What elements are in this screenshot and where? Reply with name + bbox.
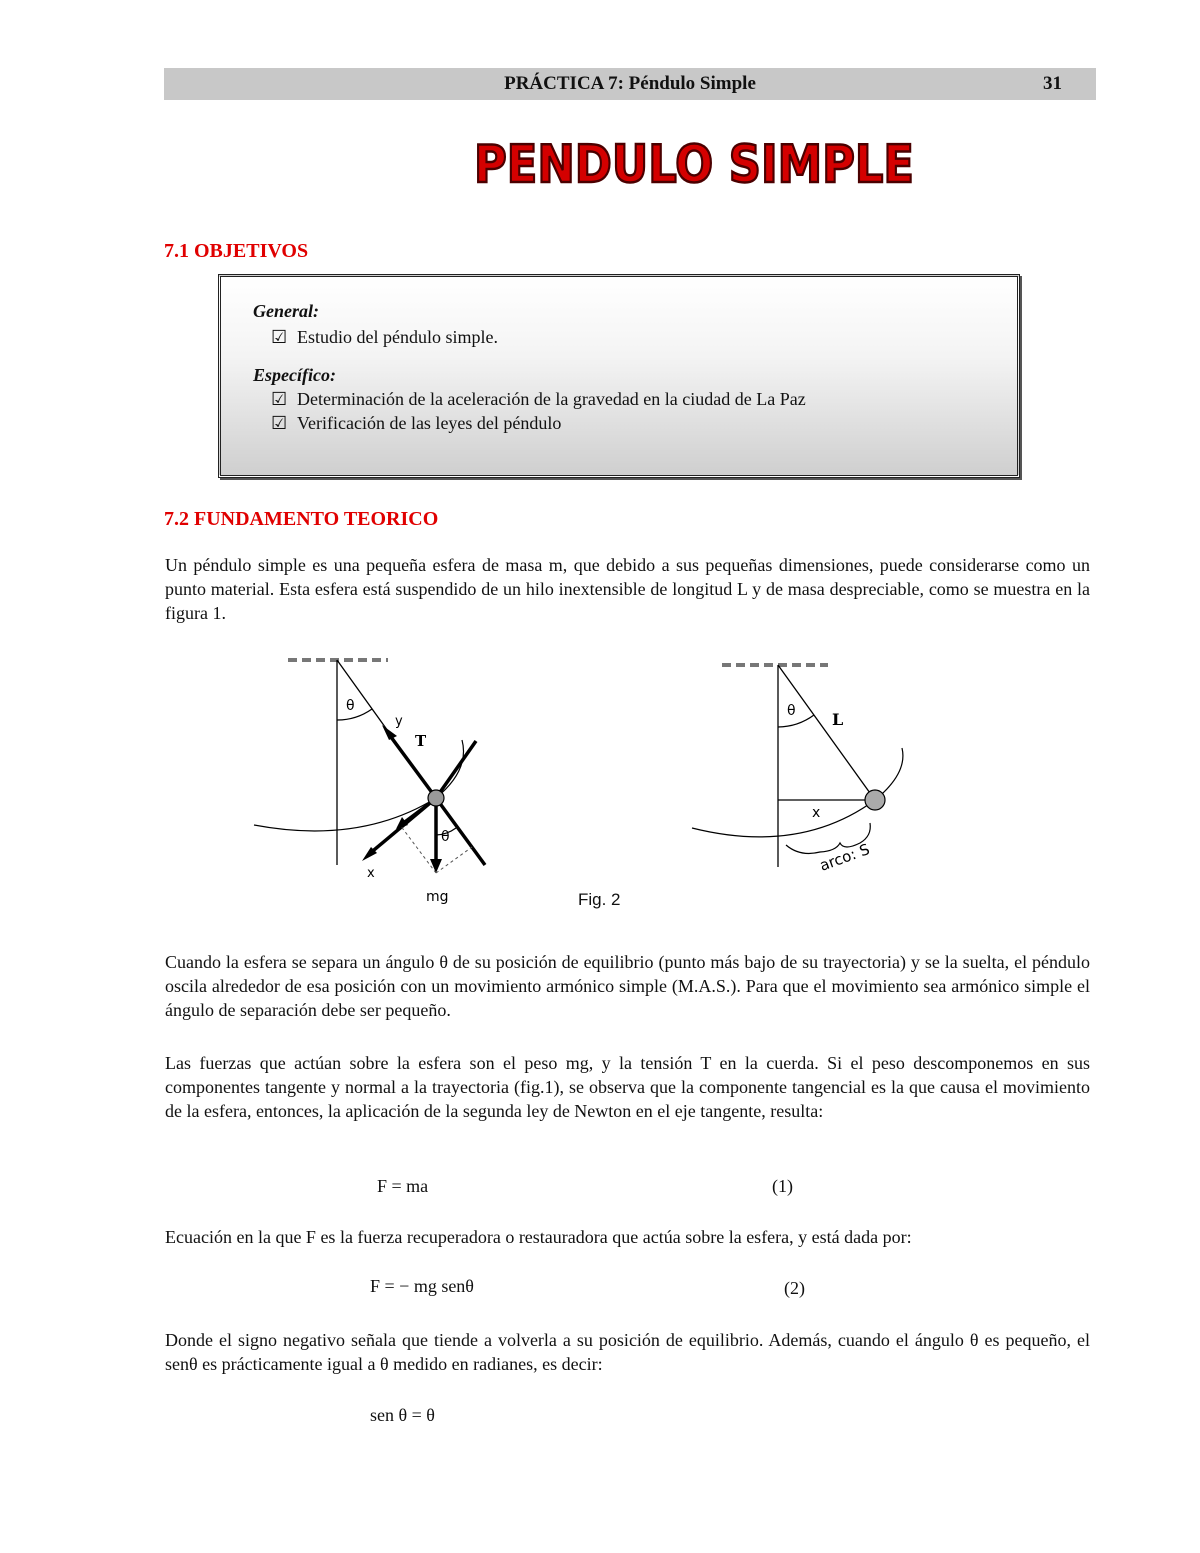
header-title: PRÁCTICA 7: Péndulo Simple: [504, 73, 756, 94]
right-theta-label: θ: [787, 703, 796, 719]
left-pendulum-diagram: [254, 660, 485, 905]
equation-2: F = − mg senθ: [370, 1276, 474, 1296]
specific-item: ☑ Determinación de la aceleración de la gravedad en la ciudad de La Paz: [271, 389, 806, 409]
checkbox-icon: ☑: [271, 327, 288, 347]
section-objetivos-heading: 7.1 OBJETIVOS: [164, 240, 309, 262]
specific-item: ☑ Verificación de las leyes del péndulo: [271, 413, 562, 433]
page-header: [164, 68, 1096, 100]
title-logo-text: PENDULO SIMPLE: [474, 135, 914, 195]
paragraph-restoring-force: Ecuación en la que F es la fuerza recuperadora o restauradora que actúa sobre la esfera, y está dada por:: [165, 1227, 912, 1247]
checkbox-icon: ☑: [271, 389, 288, 409]
objectives-box: [218, 274, 1020, 478]
section-fundamento-heading: 7.2 FUNDAMENTO TEORICO: [164, 508, 439, 530]
equation-1: F = ma: [377, 1176, 429, 1196]
equation-3: sen θ = θ: [370, 1405, 435, 1425]
right-pendulum-diagram: [692, 665, 903, 875]
checkbox-icon: ☑: [271, 413, 288, 433]
left-theta2-label: θ: [441, 829, 450, 845]
left-x-label: x: [367, 866, 375, 881]
paragraph-forces: Las fuerzas que actúan sobre la esfera son el peso mg, y la tensión T en la cuerda. Si el peso descomponemos en sus componentes tangente y normal a la trayectoria (fig.1), se observa que la componente tangencial es la que causa el movimiento de la esfera, entonces, la aplicación de la segunda ley de Newton en el eje tangente, resulta:: [165, 1053, 1090, 1121]
specific-label: Específico:: [253, 365, 336, 385]
left-theta-label: θ: [346, 698, 355, 714]
paragraph-small-angle: Donde el signo negativo señala que tiende a volverla a su posición de equilibrio. Además, cuando el ángulo θ es pequeño, el senθ es prácticamente igual a θ medido en radianes, es decir:: [165, 1330, 1090, 1374]
page-number: 31: [1043, 73, 1062, 94]
paragraph-intro: Un péndulo simple es una pequeña esfera de masa m, que debido a sus pequeñas dimensiones, puede considerarse como un punto material. Esta esfera está suspendido de un hilo inextensible de longitud L y de masa despreciable, como se muestra en la figura 1.: [165, 555, 1090, 623]
general-label: General:: [253, 301, 319, 321]
right-arc-label: arco: S: [817, 840, 873, 875]
left-y-label: y: [395, 714, 403, 729]
figure-caption: Fig. 2: [578, 890, 621, 909]
right-x-label: x: [812, 805, 821, 821]
general-item: ☑ Estudio del péndulo simple.: [271, 327, 498, 347]
right-L-label: L: [832, 710, 844, 729]
equation-1-number: (1): [772, 1176, 793, 1196]
paragraph-displacement: Cuando la esfera se separa un ángulo θ de su posición de equilibrio (punto más bajo de su trayectoria) y se la suelta, el péndulo oscila alrededor de esa posición con un movimiento armónico simple (M.A.S.). Para que el movimiento sea armónico simple el ángulo de separación debe ser pequeño.: [165, 952, 1090, 1020]
left-T-label: T: [415, 732, 427, 750]
left-mg-label: mg: [426, 889, 449, 905]
title-logo: [472, 132, 922, 194]
equation-2-number: (2): [784, 1278, 805, 1298]
